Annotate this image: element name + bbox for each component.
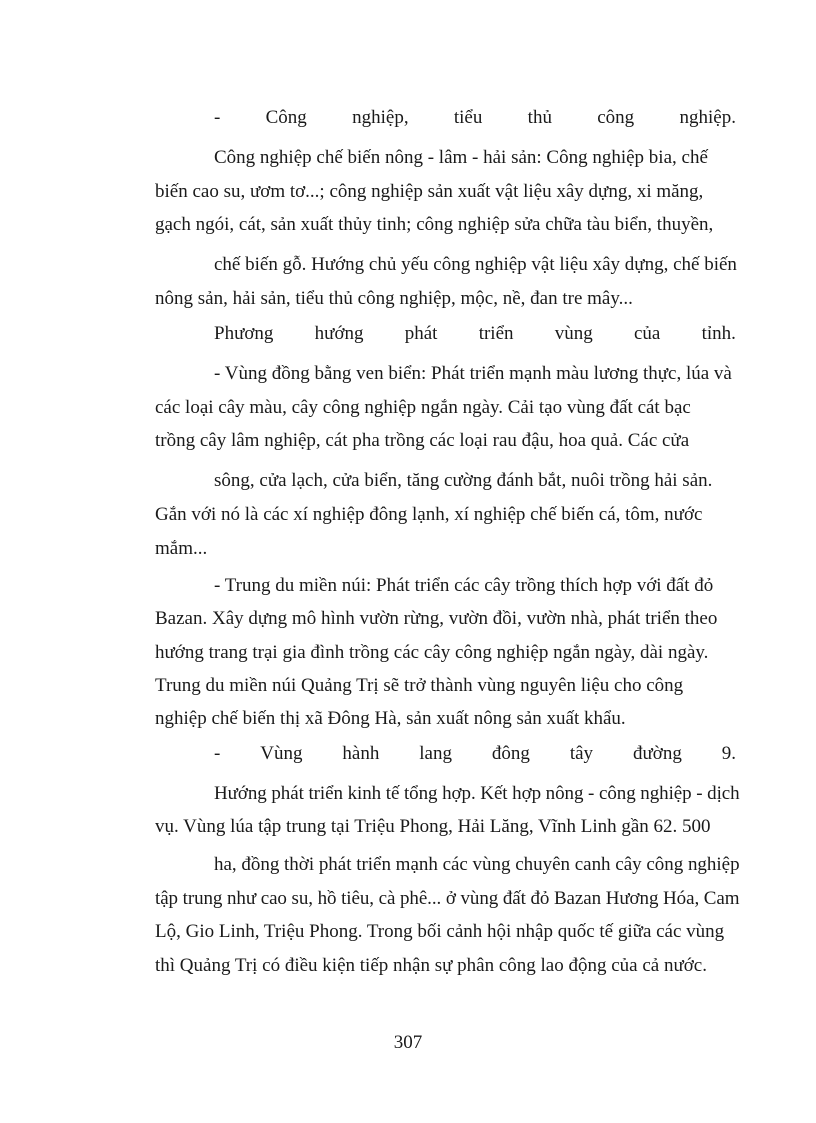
heading-word: nghiệp.	[679, 107, 736, 128]
page-number: 307	[393, 1032, 423, 1053]
paragraph-line: - Vùng đồng bằng ven biển: Phát triển mạnh màu lương thực, lúa và	[214, 363, 732, 384]
heading-word: tây	[569, 743, 594, 764]
heading-word: hành	[342, 743, 380, 764]
heading-word: Vùng	[260, 743, 303, 764]
paragraph-line: - Trung du miền núi: Phát triển các cây trồng thích hợp với đất đỏ	[214, 575, 714, 596]
paragraph-line: các loại cây màu, cây công nghiệp ngắn ngày. Cải tạo vùng đất cát bạc	[155, 397, 691, 418]
paragraph-line: Hướng phát triển kinh tế tổng hợp. Kết hợp nông - công nghiệp - dịch	[214, 783, 740, 804]
heading-word: Phương	[214, 323, 274, 344]
paragraph-line: thì Quảng Trị có điều kiện tiếp nhận sự phân công lao động của cả nước.	[155, 955, 707, 976]
paragraph-line: nông sản, hải sản, tiểu thủ công nghiệp, mộc, nề, đan tre mây...	[155, 288, 633, 309]
heading-word: thủ	[527, 107, 552, 128]
heading-word: đường	[632, 743, 682, 764]
paragraph-line: sông, cửa lạch, cửa biển, tăng cường đánh bắt, nuôi trồng hải sản.	[214, 470, 713, 491]
heading-word: công	[597, 107, 635, 128]
heading-industry	[214, 106, 736, 130]
heading-word: 9.	[721, 743, 736, 764]
paragraph-line: trồng cây lâm nghiệp, cát pha trồng các loại rau đậu, hoa quả. Các cửa	[155, 430, 690, 451]
heading-word: tỉnh.	[701, 323, 736, 344]
paragraph-line: mắm...	[155, 538, 208, 559]
paragraph-line: hướng trang trại gia đình trồng các cây công nghiệp ngắn ngày, dài ngày.	[155, 642, 709, 663]
heading-word: vùng	[554, 323, 593, 344]
heading-word: -	[214, 743, 221, 764]
heading-word: triển	[478, 323, 514, 344]
heading-word: Công	[265, 107, 307, 128]
heading-corridor	[214, 742, 736, 766]
heading-word: của	[634, 323, 661, 344]
paragraph-line: Bazan. Xây dựng mô hình vườn rừng, vườn đồi, vườn nhà, phát triển theo	[155, 608, 718, 629]
paragraph-line: Gắn với nó là các xí nghiệp đông lạnh, xí nghiệp chế biến cá, tôm, nước	[155, 504, 703, 525]
paragraph-line: chế biến gỗ. Hướng chủ yếu công nghiệp vật liệu xây dựng, chế biến	[214, 254, 737, 275]
paragraph-line: gạch ngói, cát, sản xuất thủy tinh; công nghiệp sửa chữa tàu biển, thuyền,	[155, 214, 714, 235]
paragraph-line: Trung du miền núi Quảng Trị sẽ trở thành vùng nguyên liệu cho công	[155, 675, 684, 696]
paragraph-line: tập trung như cao su, hồ tiêu, cà phê... ở vùng đất đỏ Bazan Hương Hóa, Cam	[155, 888, 740, 909]
paragraph-line: ha, đồng thời phát triển mạnh các vùng chuyên canh cây công nghiệp	[214, 854, 740, 875]
heading-word: tiểu	[453, 107, 483, 128]
paragraph-line: biến cao su, ươm tơ...; công nghiệp sản xuất vật liệu xây dựng, xi măng,	[155, 181, 704, 202]
heading-word: nghiệp,	[352, 107, 409, 128]
paragraph-line: nghiệp chế biến thị xã Đông Hà, sản xuất nông sản xuất khẩu.	[155, 708, 626, 729]
paragraph-line: Lộ, Gio Linh, Triệu Phong. Trong bối cảnh hội nhập quốc tế giữa các vùng	[155, 921, 725, 942]
paragraph-line: Công nghiệp chế biến nông - lâm - hải sản: Công nghiệp bia, chế	[214, 147, 708, 168]
heading-word: -	[214, 107, 221, 128]
heading-word: lang	[419, 743, 452, 764]
paragraph-line: vụ. Vùng lúa tập trung tại Triệu Phong, Hải Lăng, Vĩnh Linh gần 62. 500	[155, 816, 711, 837]
heading-word: phát	[404, 323, 438, 344]
heading-regions	[214, 322, 736, 346]
heading-word: đông	[491, 743, 530, 764]
heading-word: hướng	[314, 323, 364, 344]
